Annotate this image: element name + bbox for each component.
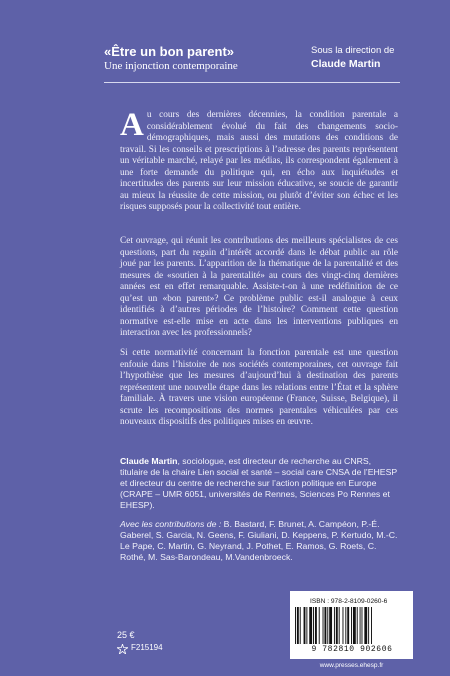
barcode-icon bbox=[294, 607, 410, 644]
star-icon bbox=[117, 644, 128, 654]
book-subtitle: Une injonction contemporaine bbox=[104, 60, 238, 72]
book-title: «Être un bon parent» bbox=[104, 44, 235, 59]
product-code: F215194 bbox=[131, 643, 163, 652]
header-divider bbox=[104, 82, 400, 83]
contributors bbox=[120, 519, 398, 563]
drop-cap: A bbox=[120, 107, 144, 143]
blurb-paragraph-3-text: Si cette normativité concernant la fonction parentale est une question enfouie dans l’histoire de nos sociétés contemporaines, cet ouvrage fait l’hypothèse que les mesures d’aujourd’hui à destination des parents représentent une nouvelle étape dans les relations entre l’État et la sphère familiale. À travers une vision européenne (France, Suisse, Belgique), il scrute les recompositions des normes parentales véhiculées par ces nouveaux dispositifs des politiques mises en œuvre. bbox=[120, 348, 398, 428]
contributors-lead: Avec les contributions de : bbox=[120, 519, 222, 529]
barcode-digits: 9 782810 902606 bbox=[311, 645, 393, 654]
author-bio-text: , sociologue, est directeur de recherche au CNRS, titulaire de la chaire Lien social et santé – social care CNSA de l’EHESP et directeur du centre de recherche sur l’action politique en Europe (CRAPE – UMR 6051, universités de Rennes, Sciences Po Rennes et EHESP). bbox=[120, 456, 398, 510]
author-name: Claude Martin bbox=[120, 456, 178, 466]
blurb-paragraph-2-text: Cet ouvrage, qui réunit les contributions des meilleurs spécialistes de ces questions, part du regain d’intérêt accordé dans le débat public au rôle joué par les parents. L’apparition de la thématique de la parentalité et des mesures de «soutien à la parentalité» au cours des vingt-cinq dernières années est en effet remarquable. Assiste-t-on à une redéfinition de ce qu’est un «bon parent»? Ce problème public est-il analogue à ceux identifiés à d’autres périodes de l’histoire? Comment cette question normative est-elle mise en acte dans les interventions publiques en interaction avec les professionnels? bbox=[120, 236, 398, 339]
contributors-names: B. Bastard, F. Brunet, A. Campéon, P.-É. Gaberel, S. Garcia, N. Geens, F. Giuliani, D. Keppens, P. Kertudo, M.-C. Le Pape, C. Martin, G. Neyrand, J. Pothet, E. Ramos, G. Roets, C. Rothé, M. Sas-Barondeau, M.Vandenbroeck. bbox=[120, 519, 398, 562]
price: 25 € bbox=[117, 630, 135, 640]
blurb-paragraph-2 bbox=[120, 236, 398, 340]
editor-name: Claude Martin bbox=[311, 58, 381, 70]
publisher-website: www.presses.ehesp.fr bbox=[319, 662, 384, 669]
blurb-paragraph-1 bbox=[120, 107, 398, 214]
blurb-paragraph-3 bbox=[120, 348, 398, 429]
isbn: ISBN : 978-2-8109-0260-6 bbox=[310, 598, 388, 605]
direction-label: Sous la direction de bbox=[311, 45, 395, 56]
blurb-paragraph-1-text: u cours des dernières décennies, la condition parentale a considérablement évolué du fait des changements socio-démographiques, mais aussi des mutations des conditions de travail. Si les conseils et prescriptions à l’adresse des parents représentent un véritable marché, relayé par les médias, ils correspondent également à une forte demande du politique qui, en écho aux inquiétudes et incertitudes des parents sur leur mission éducative, se soucie de garantir au mieux la réussite de cette mission, ou plutôt d’éviter son échec et les risques supposés pour la collectivité tout entière. bbox=[120, 110, 398, 213]
author-bio bbox=[120, 456, 398, 511]
